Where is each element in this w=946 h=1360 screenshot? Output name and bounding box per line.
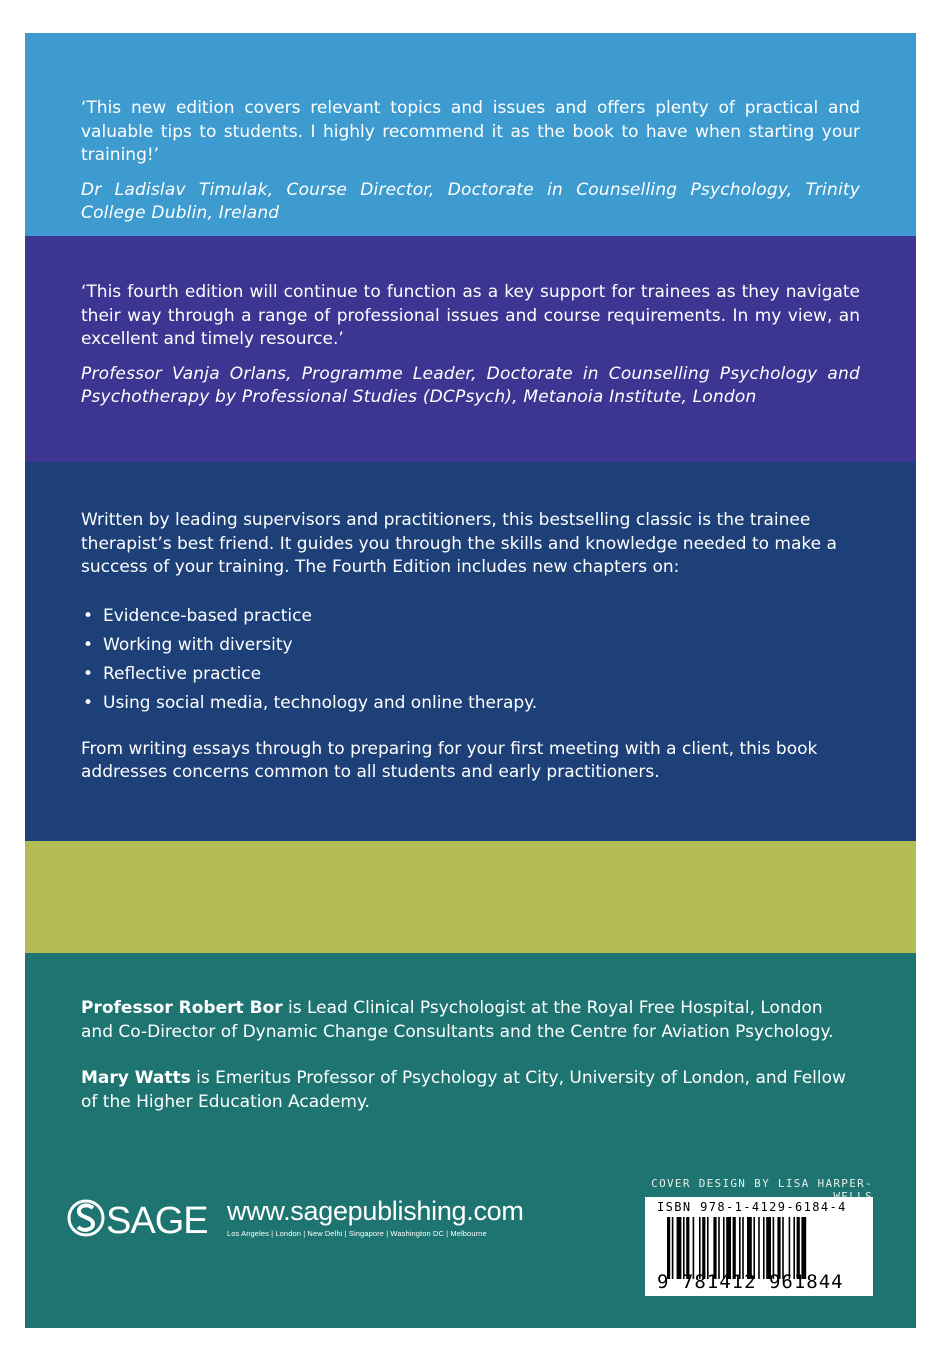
barcode-bar [758,1217,760,1279]
bullet-icon: • [83,663,94,684]
barcode-bar [702,1217,705,1279]
cover-design-credit: COVER DESIGN BY LISA HARPER- [651,1177,873,1190]
accent-band [25,841,916,953]
isbn-digits: 9 781412 961844 [657,1271,844,1293]
barcode-bar [693,1217,695,1279]
isbn-label: ISBN 978-1-4129-6184-4 [657,1200,847,1214]
author-bio-2: Mary Watts is Emeritus Professor of Psychology at City, University of London, and Fellow of the Higher Education Academy. [81,1068,846,1112]
sage-logo-text: SAGE [106,1200,208,1242]
barcode-bar [747,1217,752,1279]
barcode-bars [667,1217,867,1279]
barcode-bar [789,1217,791,1279]
barcode-bar [739,1217,741,1279]
quote-2-text: ‘This fourth edition will continue to function as a key support for trainees as they navigate their way through a range of professional issues and course requirements. In my view, an excellent and timely resource.’ [81,282,860,349]
list-item: • Reflective practice [81,660,860,689]
description-intro: Written by leading supervisors and practitioners, this bestselling classic is the trainee therapist’s best friend. It guides you through the skills and knowledge needed to make a success of your training. The Fourth Edition includes new chapters on: [81,510,837,577]
author-name-2: Mary Watts [81,1068,191,1088]
barcode-bar [713,1217,716,1279]
barcode-bar [672,1217,674,1279]
barcode-bar [773,1217,775,1279]
barcode-bar [699,1217,701,1279]
barcode-bar [718,1217,720,1279]
isbn-barcode [645,1197,873,1296]
barcode-bar [766,1217,771,1279]
barcode-bar [733,1217,736,1279]
description-outro: From writing essays through to preparing for your first meeting with a client, this book addresses concerns common to all students and early practitioners. [81,738,818,782]
barcode-bar [723,1217,725,1279]
bullet-icon: • [83,692,94,713]
barcode-bar [777,1217,780,1279]
bullet-icon: • [83,605,94,626]
barcode-bar [801,1217,806,1279]
barcode-bar [707,1217,709,1279]
author-name-1: Professor Robert Bor [81,998,283,1018]
description-band [25,462,916,841]
barcode-bar [763,1217,765,1279]
publisher-block [67,1195,524,1245]
new-chapters-list [81,602,860,718]
publisher-cities: Los Angeles | London | New Delhi | Singapore | Washington DC | Melbourne [227,1229,487,1238]
publisher-url[interactable]: www.sagepublishing.com [227,1196,524,1226]
barcode-bar [793,1217,795,1279]
quote-1-text: ‘This new edition covers relevant topics and issues and offers plenty of practical and valuable tips to students. I highly recommend it as the book to have when starting your training!’ [81,98,860,165]
quote-band-1 [25,33,916,236]
barcode-bar [683,1217,685,1279]
barcode-bar [726,1217,731,1279]
quote-2-attribution: Professor Vanja Orlans, Programme Leader, Doctorate in Counselling Psychology and Psychotherapy by Professional Studies (DCPsych), Metanoia Institute, London [81,363,860,407]
list-item: • Using social media, technology and online therapy. [81,689,860,718]
barcode-bar [686,1217,689,1279]
quote-band-2 [25,236,916,462]
bullet-icon: • [83,634,94,655]
list-item: • Evidence-based practice [81,602,860,631]
barcode-bar [782,1217,784,1279]
barcode-bar [753,1217,755,1279]
barcode-bar [667,1217,670,1279]
sage-logo-icon [67,1195,217,1245]
barcode-bar [797,1217,800,1279]
author-bio-1: Professor Robert Bor is Lead Clinical Psychologist at the Royal Free Hospital, London and Co-Director of Dynamic Change Consultants and the Centre for Aviation Psychology. [81,998,834,1042]
back-cover [25,33,916,1328]
barcode-bar [742,1217,744,1279]
quote-1-attribution: Dr Ladislav Timulak, Course Director, Doctorate in Counselling Psychology, Trinity College Dublin, Ireland [81,179,860,223]
barcode-bar [677,1217,682,1279]
list-item: • Working with diversity [81,631,860,660]
